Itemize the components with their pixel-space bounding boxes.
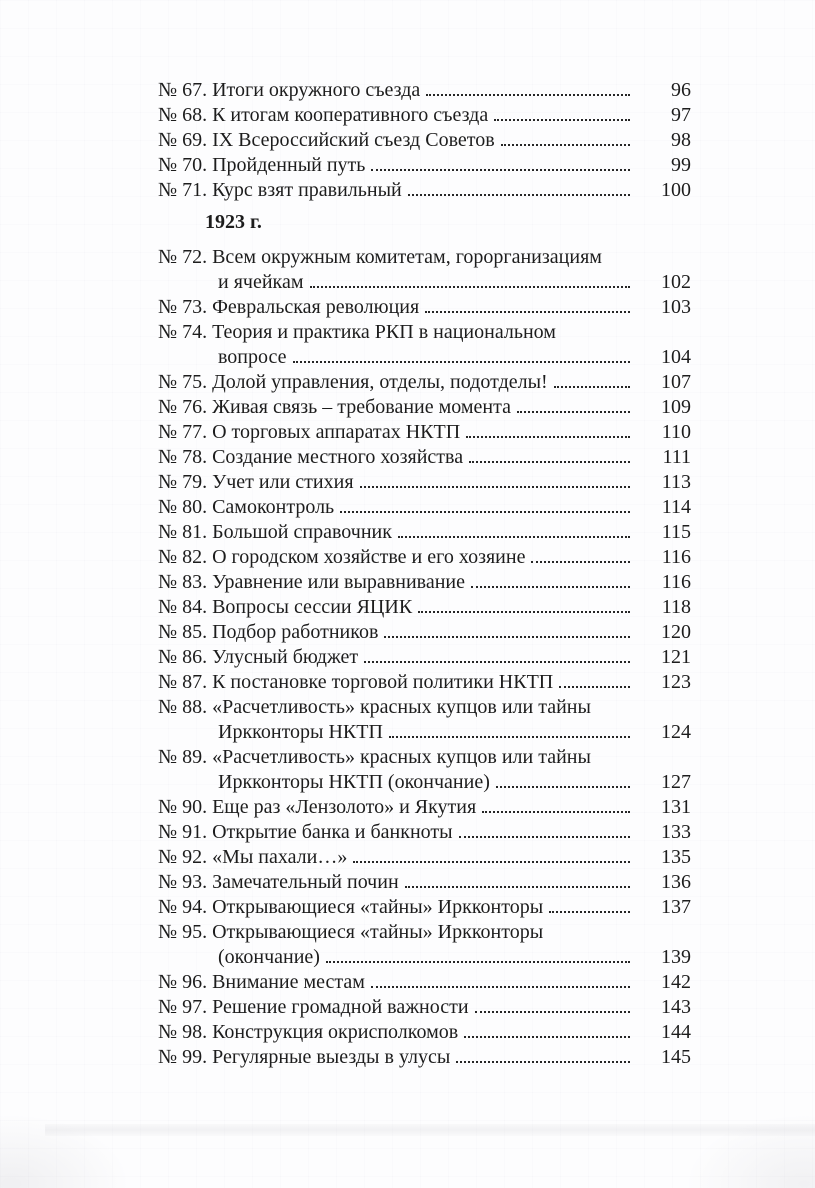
entry-page-number: 100 (661, 179, 691, 201)
entry-page-number: 139 (661, 946, 691, 968)
entry-title: № 99. Регулярные выезды в улусы (158, 1046, 451, 1068)
entry-title: № 89. «Расчетливость» красных купцов или тайны (158, 746, 591, 768)
entry-title: № 72. Всем окружным комитетам, горорганизациям (158, 246, 602, 268)
entry-page-number: 137 (661, 896, 691, 918)
entry-title: № 83. Уравнение или выравнивание (158, 571, 466, 593)
toc-entry (158, 445, 691, 470)
dot-leader (517, 411, 630, 413)
entry-title: № 95. Открывающиеся «тайны» Иркконторы (158, 921, 544, 943)
toc-entry (158, 1020, 691, 1045)
entry-title-continuation: (окончание) (218, 946, 320, 968)
entry-title: № 68. К итогам кооперативного съезда (158, 104, 489, 126)
toc-entry (158, 153, 691, 178)
dot-leader (471, 586, 630, 588)
dot-leader (364, 661, 630, 663)
dot-leader (340, 511, 630, 513)
entry-title: № 67. Итоги окружного съезда (158, 79, 421, 101)
dot-leader (475, 1011, 630, 1013)
toc-entry-line2 (158, 720, 691, 745)
dot-leader (389, 736, 630, 738)
entry-title: № 75. Долой управления, отделы, подотделы! (158, 371, 548, 393)
dot-leader (384, 636, 630, 638)
toc-entry-line1 (158, 745, 691, 770)
entry-title: № 80. Самоконтроль (158, 496, 335, 518)
toc-entry-line1 (158, 695, 691, 720)
entry-page-number: 114 (661, 496, 691, 518)
dot-leader (398, 536, 630, 538)
dot-leader (531, 561, 630, 563)
entry-page-number: 123 (661, 671, 691, 693)
entry-title-continuation: Иркконторы НКТП (218, 721, 383, 743)
dot-leader (310, 286, 631, 288)
toc-entry (158, 570, 691, 595)
dot-leader (482, 811, 630, 813)
entry-page-number: 136 (661, 871, 691, 893)
entry-title: № 74. Теория и практика РКП в национальном (158, 321, 556, 343)
dot-leader (459, 836, 630, 838)
entry-title: № 73. Февральская революция (158, 296, 420, 318)
toc-entry (158, 545, 691, 570)
dot-leader (353, 861, 630, 863)
toc-entry (158, 420, 691, 445)
entry-title: № 92. «Мы пахали…» (158, 846, 348, 868)
entry-title: № 97. Решение громадной важности (158, 996, 469, 1018)
entry-page-number: 142 (661, 971, 691, 993)
entry-page-number: 98 (671, 129, 691, 151)
dot-leader (326, 961, 630, 963)
year-heading: 1923 г. (205, 211, 262, 233)
entry-page-number: 111 (662, 446, 691, 468)
toc-entry (158, 178, 691, 203)
toc-entry-line2 (158, 945, 691, 970)
dot-leader (466, 436, 630, 438)
entry-page-number: 116 (661, 571, 691, 593)
toc-entry (158, 895, 691, 920)
toc-entry (158, 795, 691, 820)
entry-title: № 94. Открывающиеся «тайны» Иркконторы (158, 896, 544, 918)
entry-title: № 87. К постановке торговой политики НКТП (158, 671, 554, 693)
entry-title: № 93. Замечательный почин (158, 871, 399, 893)
toc-entry (158, 845, 691, 870)
entry-page-number: 96 (671, 79, 691, 101)
dot-leader (549, 911, 630, 913)
dot-leader (405, 886, 630, 888)
entry-title: № 77. О торговых аппаратах НКТП (158, 421, 461, 443)
entry-page-number: 115 (661, 521, 691, 543)
entry-page-number: 118 (661, 596, 691, 618)
entry-title-continuation: Иркконторы НКТП (окончание) (218, 771, 490, 793)
entry-page-number: 103 (661, 296, 691, 318)
entry-title: № 69. IX Всероссийский съезд Советов (158, 129, 495, 151)
dot-leader (464, 1036, 630, 1038)
entry-title: № 90. Еще раз «Лензолото» и Якутия (158, 796, 477, 818)
entry-page-number: 131 (661, 796, 691, 818)
dot-leader (496, 786, 630, 788)
toc-entry (158, 970, 691, 995)
dot-leader (554, 386, 630, 388)
dot-leader (494, 119, 630, 121)
entry-title: № 96. Внимание местам (158, 971, 365, 993)
entry-title: № 71. Курс взят правильный (158, 179, 402, 201)
toc-entry-line1 (158, 920, 691, 945)
toc-entry (158, 78, 691, 103)
dot-leader (408, 194, 630, 196)
scan-smudge-bottom-left (0, 1108, 140, 1188)
table-of-contents (158, 78, 691, 1070)
toc-entry (158, 620, 691, 645)
dot-leader (371, 986, 630, 988)
entry-page-number: 144 (661, 1021, 691, 1043)
dot-leader (501, 144, 630, 146)
toc-entry (158, 495, 691, 520)
toc-entry-line1 (158, 320, 691, 345)
entry-page-number: 110 (661, 421, 691, 443)
entry-title: № 70. Пройденный путь (158, 154, 366, 176)
entry-page-number: 120 (661, 621, 691, 643)
entry-page-number: 133 (661, 821, 691, 843)
dot-leader (360, 486, 630, 488)
toc-entry (158, 820, 691, 845)
entry-page-number: 127 (661, 771, 691, 793)
entry-title: № 82. О городском хозяйстве и его хозяине (158, 546, 526, 568)
entry-title: № 86. Улусный бюджет (158, 646, 359, 668)
dot-leader (469, 461, 630, 463)
toc-entry (158, 995, 691, 1020)
dot-leader (418, 611, 630, 613)
toc-entry (158, 645, 691, 670)
dot-leader (559, 686, 630, 688)
toc-entry (158, 870, 691, 895)
entry-title: № 85. Подбор работников (158, 621, 379, 643)
entry-title: № 98. Конструкция окрисполкомов (158, 1021, 459, 1043)
entry-title: № 78. Создание местного хозяйства (158, 446, 464, 468)
toc-entry (158, 670, 691, 695)
toc-entry-line2 (158, 345, 691, 370)
toc-entry (158, 103, 691, 128)
entry-page-number: 107 (661, 371, 691, 393)
dot-leader (426, 94, 630, 96)
toc-entry-line2 (158, 270, 691, 295)
entry-page-number: 97 (671, 104, 691, 126)
dot-leader (293, 361, 630, 363)
entry-page-number: 116 (661, 546, 691, 568)
entry-title: № 81. Большой справочник (158, 521, 392, 543)
toc-entry (158, 520, 691, 545)
scan-smudge-bottom-right (675, 1108, 815, 1188)
dot-leader (425, 311, 630, 313)
entry-page-number: 113 (661, 471, 691, 493)
toc-entry (158, 395, 691, 420)
entry-page-number: 135 (661, 846, 691, 868)
toc-entry (158, 470, 691, 495)
entry-page-number: 99 (671, 154, 691, 176)
entry-page-number: 104 (661, 346, 691, 368)
entry-title-continuation: и ячейкам (218, 271, 304, 293)
entry-page-number: 145 (661, 1046, 691, 1068)
entry-title: № 76. Живая связь – требование момента (158, 396, 511, 418)
entry-title: № 88. «Расчетливость» красных купцов или тайны (158, 696, 591, 718)
entry-page-number: 102 (661, 271, 691, 293)
entry-page-number: 121 (661, 646, 691, 668)
toc-entry (158, 370, 691, 395)
entry-title: № 91. Открытие банка и банкноты (158, 821, 453, 843)
entry-page-number: 143 (661, 996, 691, 1018)
toc-entry (158, 128, 691, 153)
entry-title: № 79. Учет или стихия (158, 471, 354, 493)
entry-page-number: 124 (661, 721, 691, 743)
entry-title-continuation: вопросе (218, 346, 287, 368)
toc-entry (158, 595, 691, 620)
toc-entry-line1 (158, 245, 691, 270)
dot-leader (456, 1061, 630, 1063)
toc-entry (158, 295, 691, 320)
entry-title: № 84. Вопросы сессии ЯЦИК (158, 596, 413, 618)
toc-entry-line2 (158, 770, 691, 795)
dot-leader (371, 169, 630, 171)
toc-entry (158, 1045, 691, 1070)
entry-page-number: 109 (661, 396, 691, 418)
